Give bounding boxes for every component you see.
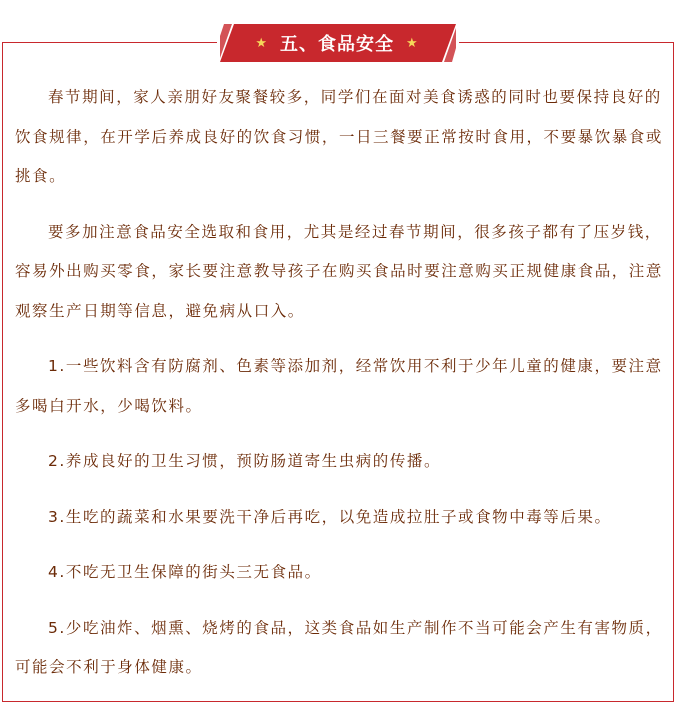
list-item: 4.不吃无卫生保障的街头三无食品。 <box>48 563 322 581</box>
paragraph: 要多加注意食品安全选取和食用，尤其是经过春节期间，很多孩子都有了压岁钱，容易外出购买零食，家长要注意教导孩子在购买食品时要注意购买正规健康食品，注意观察生产日期等信息，避免病从口入。 <box>15 222 663 320</box>
paragraph: 春节期间，家人亲朋好友聚餐较多，同学们在面对美食诱惑的同时也要保持良好的饮食规律，在开学后养成良好的饮食习惯，一日三餐要正常按时食用，不要暴饮暴食或挑食。 <box>15 88 663 185</box>
list-item: 1.一些饮料含有防腐剂、色素等添加剂，经常饮用不利于少年儿童的健康，要注意多喝白开水，少喝饮料。 <box>15 357 663 415</box>
list-item: 3.生吃的蔬菜和水果要洗干净后再吃，以免造成拉肚子或食物中毒等后果。 <box>48 507 612 526</box>
list-item: 5.少吃油炸、烟熏、烧烤的食品，这类食品如生产制作不当可能会产生有害物质，可能会不利于身体健康。 <box>15 618 663 676</box>
section-title-text: 五、食品安全 <box>280 34 394 55</box>
star-icon: ★ <box>406 35 419 51</box>
star-icon: ★ <box>255 35 268 51</box>
section-banner <box>0 0 678 70</box>
article-body <box>15 78 665 688</box>
section-title <box>232 24 442 62</box>
list-item: 2.养成良好的卫生习惯，预防肠道寄生虫病的传播。 <box>48 452 441 470</box>
